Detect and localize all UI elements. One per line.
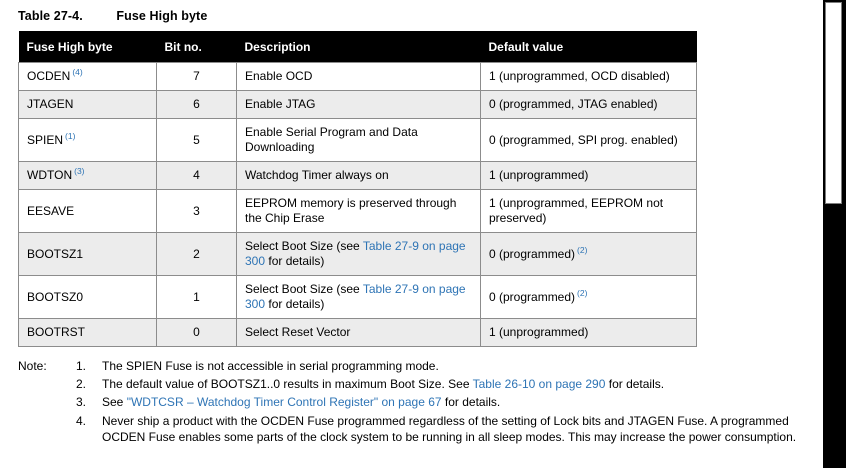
cell-fuse-name	[19, 319, 157, 347]
footnote-marker: (1)	[65, 130, 76, 141]
column-header-fuse-high-byte: Fuse High byte	[19, 31, 157, 63]
note-number: 4.	[76, 413, 87, 428]
note-text-prefix: The default value of BOOTSZ1..0 results in maximum Boot Size. See	[102, 377, 473, 392]
cell-fuse-name	[19, 233, 157, 276]
cell-description: EEPROM memory is preserved through the Chip Erase	[237, 190, 481, 233]
note-item	[76, 358, 808, 374]
table-header-row	[19, 31, 697, 63]
note-number: 1.	[76, 359, 87, 373]
footnote-marker: (4)	[72, 67, 83, 77]
note-text-suffix: for details.	[441, 395, 501, 410]
cell-bit-no: 1	[157, 276, 237, 319]
note-text	[102, 394, 808, 410]
description-prefix: Select Boot Size (see	[245, 239, 363, 253]
table-row	[19, 63, 697, 91]
cell-default-value: 1 (unprogrammed)	[481, 162, 697, 190]
note-item	[76, 394, 808, 410]
fuse-name-text: SPIEN	[27, 132, 64, 147]
cell-bit-no: 2	[157, 233, 237, 276]
table-row	[19, 319, 697, 347]
default-value-text: 0 (programmed)	[489, 289, 576, 304]
cell-fuse-name	[19, 276, 157, 319]
scrollbar-track[interactable]	[823, 0, 846, 468]
cell-default-value: 1 (unprogrammed, EEPROM not preserved)	[481, 190, 697, 233]
fuse-name-text: BOOTSZ0	[27, 289, 84, 304]
table-row	[19, 119, 697, 162]
table-row	[19, 233, 697, 276]
note-text	[102, 358, 808, 374]
description-suffix: for details)	[265, 297, 325, 311]
table-row	[19, 276, 697, 319]
cell-description	[237, 233, 481, 276]
cell-description: Select Reset Vector	[237, 319, 481, 347]
fuse-name-text: BOOTSZ1	[27, 246, 84, 261]
footnote-marker: (3)	[74, 166, 85, 176]
cell-bit-no: 5	[157, 119, 237, 162]
cross-reference-link[interactable]: Table 27-9 on page 300	[245, 239, 466, 268]
cell-default-value	[481, 233, 697, 276]
cell-default-value: 0 (programmed, SPI prog. enabled)	[481, 119, 697, 162]
table-row	[19, 162, 697, 190]
fuse-name-text: JTAGEN	[27, 97, 74, 111]
cell-default-value	[481, 276, 697, 319]
cell-default-value: 0 (programmed, JTAG enabled)	[481, 91, 697, 119]
cell-bit-no: 0	[157, 319, 237, 347]
cross-reference-link[interactable]: Table 27-9 on page 300	[245, 282, 466, 311]
cell-description: Watchdog Timer always on	[237, 162, 481, 190]
cell-description	[237, 276, 481, 319]
footnote-marker: (2)	[577, 287, 588, 298]
cell-fuse-name	[19, 119, 157, 162]
cell-default-value: 1 (unprogrammed)	[481, 319, 697, 347]
column-header-description: Description	[237, 31, 481, 63]
cell-bit-no: 4	[157, 162, 237, 190]
note-text-prefix: Never ship a product with the OCDEN Fuse programmed regardless of the setting of Lock bits and JTAGEN Fuse. A programmed OCDEN Fuse enables some parts of the clock system to be running in all sleep modes. This may increase the power consumption.	[102, 413, 797, 444]
cell-fuse-name	[19, 91, 157, 119]
note-number: 2.	[76, 377, 87, 392]
cross-reference-link[interactable]: Table 26-10 on page 290	[472, 377, 606, 392]
cell-bit-no: 6	[157, 91, 237, 119]
cell-fuse-name	[19, 162, 157, 190]
table-row	[19, 91, 697, 119]
note-text-prefix: The SPIEN Fuse is not accessible in serial programming mode.	[102, 359, 439, 373]
fuse-name-text: OCDEN	[27, 69, 71, 83]
table-caption	[18, 9, 207, 23]
cell-bit-no: 7	[157, 63, 237, 91]
footnote-marker: (2)	[577, 244, 588, 255]
table-row	[19, 190, 697, 233]
notes-list	[76, 358, 808, 445]
note-item	[76, 376, 808, 392]
default-value-text: 0 (programmed)	[489, 246, 576, 261]
note-text-prefix: See	[102, 395, 127, 410]
table-caption-number: Table 27-4.	[18, 9, 83, 23]
column-header-bit-no: Bit no.	[157, 31, 237, 63]
fuse-name-text: EESAVE	[27, 203, 75, 218]
cell-default-value: 1 (unprogrammed, OCD disabled)	[481, 63, 697, 91]
fuse-high-byte-table	[18, 31, 697, 347]
note-text	[102, 376, 808, 392]
note-item	[76, 413, 808, 445]
scrollbar-thumb[interactable]	[825, 2, 842, 204]
cell-description: Enable OCD	[237, 63, 481, 91]
notes-label: Note:	[18, 359, 47, 373]
cell-fuse-name	[19, 63, 157, 91]
note-number: 3.	[76, 395, 87, 410]
fuse-name-text: WDTON	[27, 168, 73, 182]
note-text	[102, 413, 808, 445]
fuse-name-text: BOOTRST	[27, 325, 86, 339]
note-text-suffix: for details.	[605, 377, 665, 392]
cell-description: Enable JTAG	[237, 91, 481, 119]
cell-description: Enable Serial Program and Data Downloading	[237, 119, 481, 162]
column-header-default-value: Default value	[481, 31, 697, 63]
description-prefix: Select Boot Size (see	[245, 282, 363, 296]
cross-reference-link[interactable]: "WDTCSR – Watchdog Timer Control Register" on page 67	[126, 395, 442, 410]
table-caption-title: Fuse High byte	[116, 9, 208, 23]
cell-fuse-name	[19, 190, 157, 233]
notes-section	[18, 358, 808, 447]
cell-bit-no: 3	[157, 190, 237, 233]
description-suffix: for details)	[265, 254, 325, 268]
